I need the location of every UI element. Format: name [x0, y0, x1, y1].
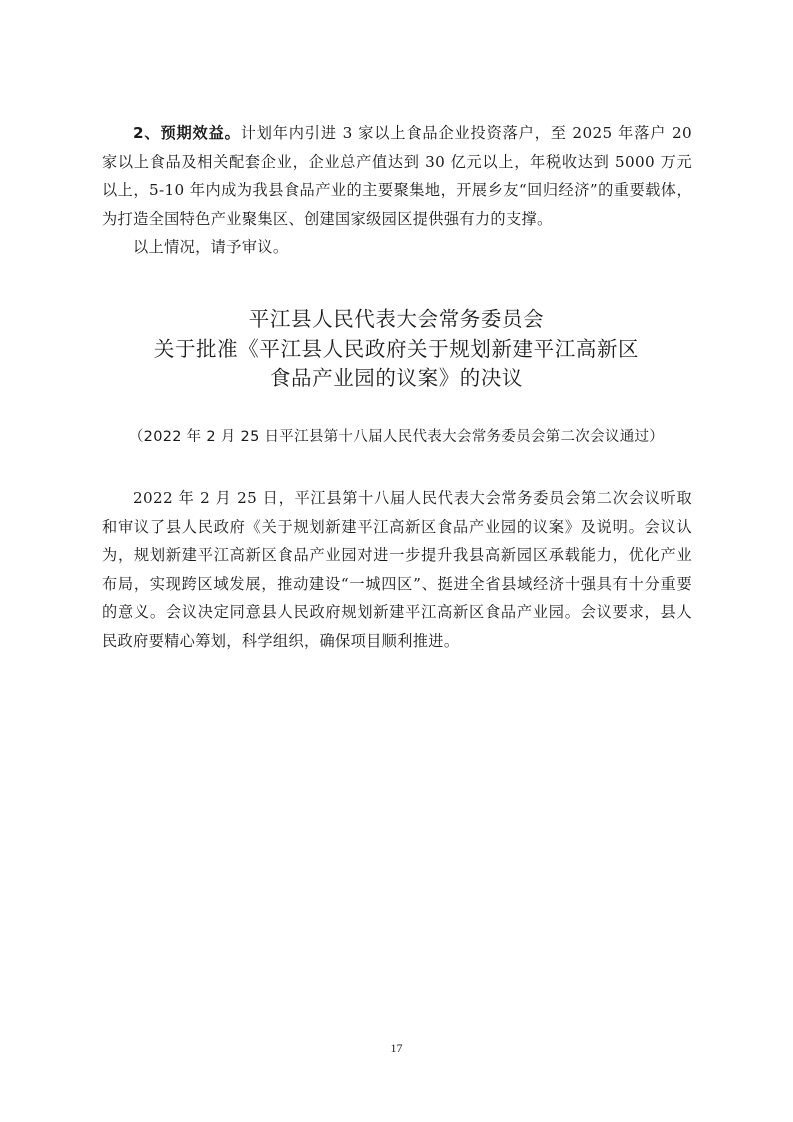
resolution-title-line-3: 食品产业园的议案》的决议 [269, 366, 524, 390]
expected-benefits-text: 计划年内引进 3 家以上食品企业投资落户，至 2025 年落户 20 家以上食品及相关配套企业，企业总产值达到 30 亿元以上，年税收达到 5000 万元以上，5-10 年内成为我县食品产业的主要聚集地，开展乡友“回归经济”的重要载体，为打造全国特色产业聚集区、创建国家级园区提供强有力的支撑。 [102, 124, 692, 228]
resolution-title-line-1: 平江县人民代表大会常务委员会 [248, 307, 545, 331]
expected-benefits-paragraph [102, 119, 692, 233]
expected-benefits-heading: 2、预期效益。 [133, 124, 241, 142]
resolution-adoption-note: （2022 年 2 月 25 日平江县第十八届人民代表大会常务委员会第二次会议通过） [128, 429, 665, 445]
resolution-title-line-2: 关于批准《平江县人民政府关于规划新建平江高新区 [153, 336, 640, 361]
page-number: 17 [390, 1041, 403, 1055]
closing-remark: 以上情况，请予审议。 [133, 238, 289, 256]
resolution-title [0, 305, 793, 394]
resolution-body-paragraph: 2022 年 2 月 25 日，平江县第十八届人民代表大会常务委员会第二次会议听取和审议了县人民政府《关于规划新建平江高新区食品产业园的议案》及说明。会议认为，规划新建平江高新区食品产业园对进一步提升我县高新园区承载能力，优化产业布局，实现跨区域发展，推动建设“一城四区”、挺进全省县域经济十强具有十分重要的意义。会议决定同意县人民政府规划新建平江高新区食品产业园。会议要求，县人民政府要精心筹划，科学组织，确保项目顺利推进。 [102, 489, 692, 650]
